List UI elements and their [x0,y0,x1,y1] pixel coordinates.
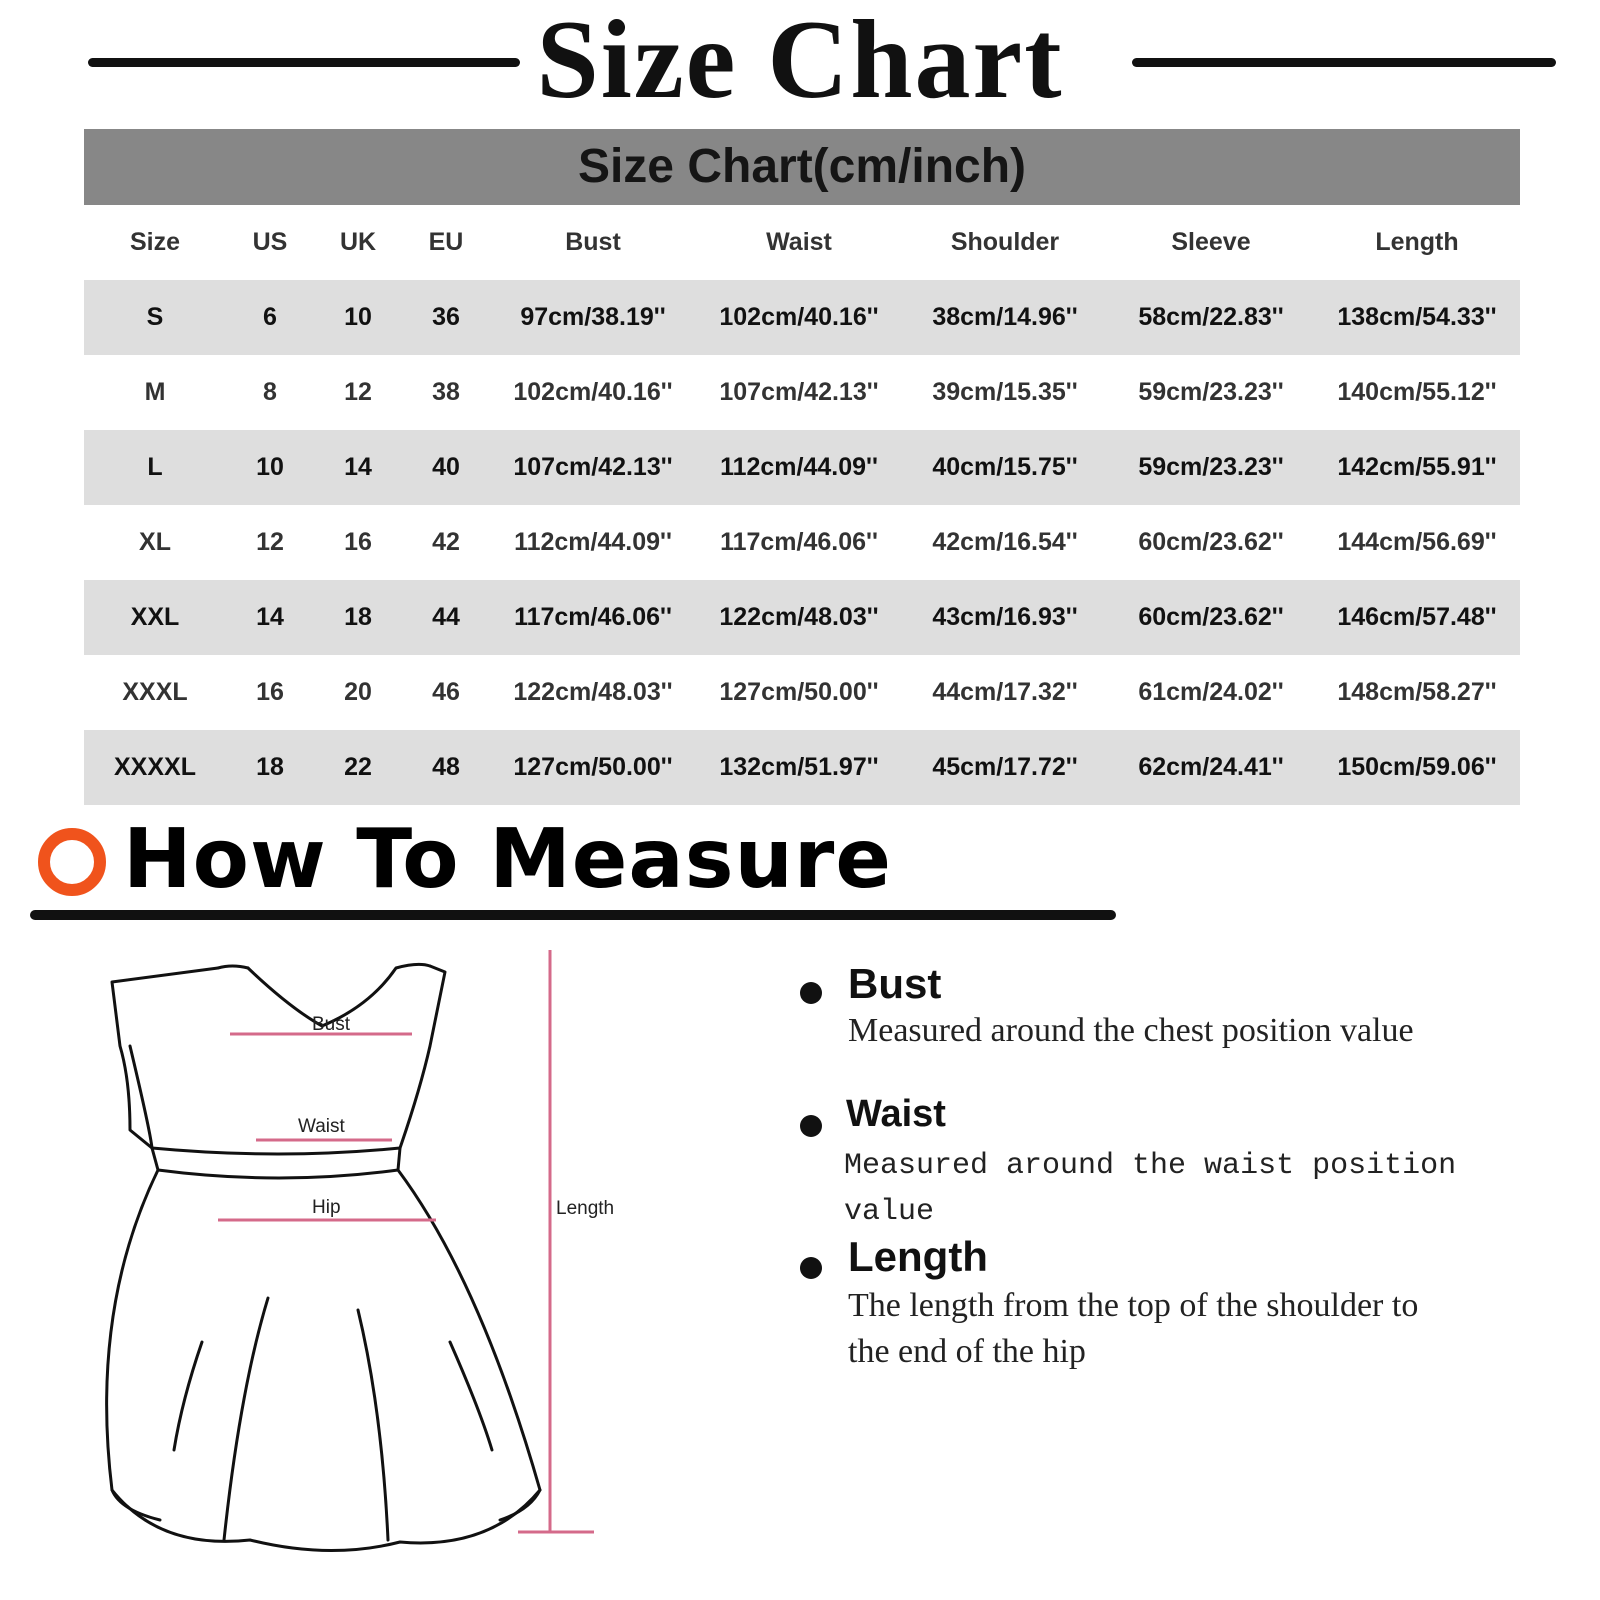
table-row [84,655,1520,730]
table-cell: 60cm/23.62'' [1108,580,1314,655]
table-cell: 44cm/17.32'' [902,655,1108,730]
how-to-measure-header [30,812,1150,920]
table-cell: 16 [226,655,314,730]
table-cell: 144cm/56.69'' [1314,505,1520,580]
title-rule-right [1132,58,1556,67]
dress-fold-2 [358,1310,388,1540]
table-cell: XL [84,505,226,580]
definition-desc: Measured around the chest position value [848,1012,1414,1049]
definition-desc: Measured around the waist position value [844,1149,1457,1229]
table-cell: XXXXL [84,730,226,805]
table-cell: 18 [314,580,402,655]
table-row [84,505,1520,580]
table-cell: 45cm/17.72'' [902,730,1108,805]
table-banner: Size Chart(cm/inch) [84,129,1520,205]
size-chart-title-area [0,0,1600,120]
table-cell: 122cm/48.03'' [490,655,696,730]
table-cell: 97cm/38.19'' [490,280,696,355]
dress-waistband-top [152,1148,400,1154]
table-cell: 46 [402,655,490,730]
dress-diagram [100,950,660,1590]
table-body [84,280,1520,805]
dress-fold-1 [224,1298,268,1540]
table-cell: 58cm/22.83'' [1108,280,1314,355]
table-cell: 8 [226,355,314,430]
table-cell: 146cm/57.48'' [1314,580,1520,655]
diagram-label-length: Length [556,1198,615,1219]
table-cell: 42 [402,505,490,580]
column-header-waist: Waist [766,228,832,256]
bullet-icon [800,982,822,1004]
bullet-icon [800,1115,822,1137]
size-table [84,205,1520,805]
dress-neck-inner [218,966,248,968]
column-header-shoulder: Shoulder [950,228,1060,256]
table-cell: 20 [314,655,402,730]
table-cell: 48 [402,730,490,805]
table-cell: 62cm/24.41'' [1108,730,1314,805]
table-cell: 102cm/40.16'' [490,355,696,430]
dress-skirt-left [107,1170,160,1520]
table-cell: 117cm/46.06'' [490,580,696,655]
dress-left-strap [112,968,218,1148]
dress-right-strap [400,966,445,1148]
column-header-sleeve: Sleeve [1171,228,1251,256]
dress-waistband-left [152,1148,158,1170]
table-cell: 148cm/58.27'' [1314,655,1520,730]
table-cell: 12 [314,355,402,430]
table-cell: 102cm/40.16'' [696,280,902,355]
column-header-eu: EU [428,228,464,256]
page-title: Size Chart [536,0,1064,122]
table-cell: 12 [226,505,314,580]
table-cell: 10 [314,280,402,355]
table-cell: 44 [402,580,490,655]
column-header-us: US [252,228,288,256]
table-cell: 112cm/44.09'' [490,505,696,580]
table-cell: 112cm/44.09'' [696,430,902,505]
table-cell: 42cm/16.54'' [902,505,1108,580]
diagram-label-bust: Bust [312,1014,351,1035]
table-row [84,430,1520,505]
table-cell: 18 [226,730,314,805]
bullet-icon [800,1257,822,1279]
column-header-uk: UK [339,228,377,256]
table-cell: 117cm/46.06'' [696,505,902,580]
table-cell: 36 [402,280,490,355]
column-header-bust: Bust [565,228,621,256]
table-cell: 127cm/50.00'' [696,655,902,730]
table-cell: S [84,280,226,355]
table-cell: 107cm/42.13'' [696,355,902,430]
table-cell: L [84,430,226,505]
table-cell: 38 [402,355,490,430]
definition-desc: The length from the top of the shoulder to the end of the hip [848,1287,1419,1370]
table-cell: 14 [314,430,402,505]
table-cell: XXXL [84,655,226,730]
table-cell: 127cm/50.00'' [490,730,696,805]
table-cell: 43cm/16.93'' [902,580,1108,655]
table-cell: 142cm/55.91'' [1314,430,1520,505]
table-cell: 61cm/24.02'' [1108,655,1314,730]
diagram-label-hip: Hip [312,1197,341,1218]
table-cell: 22 [314,730,402,805]
table-row [84,280,1520,355]
ring-icon [38,828,106,896]
table-cell: 59cm/23.23'' [1108,355,1314,430]
table-cell: 6 [226,280,314,355]
table-cell: 10 [226,430,314,505]
table-cell: 16 [314,505,402,580]
table-cell: 132cm/51.97'' [696,730,902,805]
table-row [84,730,1520,805]
table-cell: 150cm/59.06'' [1314,730,1520,805]
dress-waistband-bottom [158,1170,398,1178]
dress-skirt-right [398,1170,540,1520]
diagram-label-waist: Waist [298,1116,345,1137]
table-cell: 140cm/55.12'' [1314,355,1520,430]
table-cell: 60cm/23.62'' [1108,505,1314,580]
table-row [84,580,1520,655]
dress-fold-4 [450,1342,492,1450]
table-cell: 107cm/42.13'' [490,430,696,505]
dress-fold-3 [174,1342,202,1450]
column-header-size: Size [129,228,181,256]
table-cell: XXL [84,580,226,655]
column-header-length: Length [1375,228,1459,256]
definition-term: Bust [848,960,942,1007]
table-cell: 40 [402,430,490,505]
table-cell: M [84,355,226,430]
dress-hem [112,1490,540,1551]
table-row [84,355,1520,430]
definition-term: Length [848,1233,988,1280]
dress-waistband-right [398,1148,400,1170]
how-to-measure-title: How To Measure [123,812,892,907]
table-header-row [84,205,1520,280]
table-cell: 122cm/48.03'' [696,580,902,655]
table-cell: 38cm/14.96'' [902,280,1108,355]
table-cell: 138cm/54.33'' [1314,280,1520,355]
definition-term: Waist [846,1093,946,1135]
table-cell: 59cm/23.23'' [1108,430,1314,505]
table-cell: 40cm/15.75'' [902,430,1108,505]
measure-rule [30,910,1116,920]
table-cell: 39cm/15.35'' [902,355,1108,430]
table-cell: 14 [226,580,314,655]
